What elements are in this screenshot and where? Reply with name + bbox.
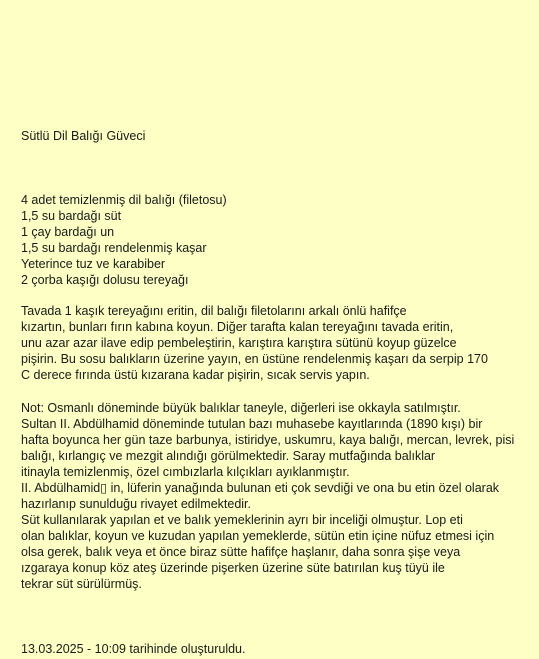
- note-line: tekrar süt sürülürmüş.: [21, 577, 142, 591]
- note-line: Süt kullanılarak yapılan et ve balık yemeklerinin ayrı bir inceliği olmuştur. Lop eti: [21, 513, 463, 527]
- ingredient-line: 4 adet temizlenmiş dil balığı (filetosu): [21, 193, 227, 207]
- ingredient-line: 1,5 su bardağı rendelenmiş kaşar: [21, 241, 207, 255]
- recipe-title: Sütlü Dil Balığı Güveci: [21, 129, 146, 143]
- note-line: hazırlanıp sunulduğu rivayet edilmektedir.: [21, 497, 251, 511]
- ingredient-line: Yeterince tuz ve karabiber: [21, 257, 166, 271]
- ingredient-line: 1 çay bardağı un: [21, 225, 115, 239]
- note-line: ızgaraya konup köz ateş üzerinde pişerken üzerine süte batırılan kuş tüyü ile: [21, 561, 445, 575]
- note-line: Sultan II. Abdülhamid döneminde tutulan bazı muhasebe kayıtlarında (1890 kışı) bir: [21, 417, 483, 431]
- notes-paragraph: [21, 400, 514, 592]
- instruction-line: C derece fırında üstü kızarana kadar pişirin, sıcak servis yapın.: [21, 368, 370, 382]
- note-line: itinayla temizlenmiş, özel cımbızlarla kılçıkları ayıklanmıştır.: [21, 465, 350, 479]
- note-line: hafta boyunca her gün taze barbunya, istiridye, uskumru, kaya balığı, mercan, levrek, pisi: [21, 433, 515, 447]
- note-line: olan balıklar, koyun ve kuzudan yapılan yemeklerde, sütün etin içine nüfuz etmesi için: [21, 529, 495, 543]
- note-line: olsa gerek, balık veya et önce biraz sütte hafifçe haşlanır, daha sonra şişe veya: [21, 545, 461, 559]
- ingredient-line: 2 çorba kaşığı dolusu tereyağı: [21, 273, 189, 287]
- instruction-line: pişirin. Bu sosu balıkların üzerine yayın, en üstüne rendelenmiş kaşarı da serpip 170: [21, 352, 488, 366]
- ingredients-list: [21, 192, 227, 288]
- note-line: Not: Osmanlı döneminde büyük balıklar taneyle, diğerleri ise okkayla satılmıştır.: [21, 401, 461, 415]
- instructions-paragraph: [21, 303, 488, 383]
- instruction-line: Tavada 1 kaşık tereyağını eritin, dil balığı filetolarını arkalı önlü hafifçe: [21, 304, 407, 318]
- ingredient-line: 1,5 su bardağı süt: [21, 209, 122, 223]
- note-line: balığı, kırlangıç ve mezgit alındığı görülmektedir. Saray mutfağında balıklar: [21, 449, 436, 463]
- note-line: II. Abdülhamid▯ in, lüferin yanağında bulunan eti çok sevdiği ve ona bu etin özel olarak: [21, 481, 500, 495]
- instruction-line: kızartın, bunları fırın kabına koyun. Diğer tarafta kalan tereyağını tavada eritin,: [21, 320, 454, 334]
- created-timestamp: 13.03.2025 - 10:09 tarihinde oluşturuldu.: [21, 642, 246, 656]
- instruction-line: unu azar azar ilave edip pembeleştirin, karıştıra karıştıra sütünü koyup güzelce: [21, 336, 457, 350]
